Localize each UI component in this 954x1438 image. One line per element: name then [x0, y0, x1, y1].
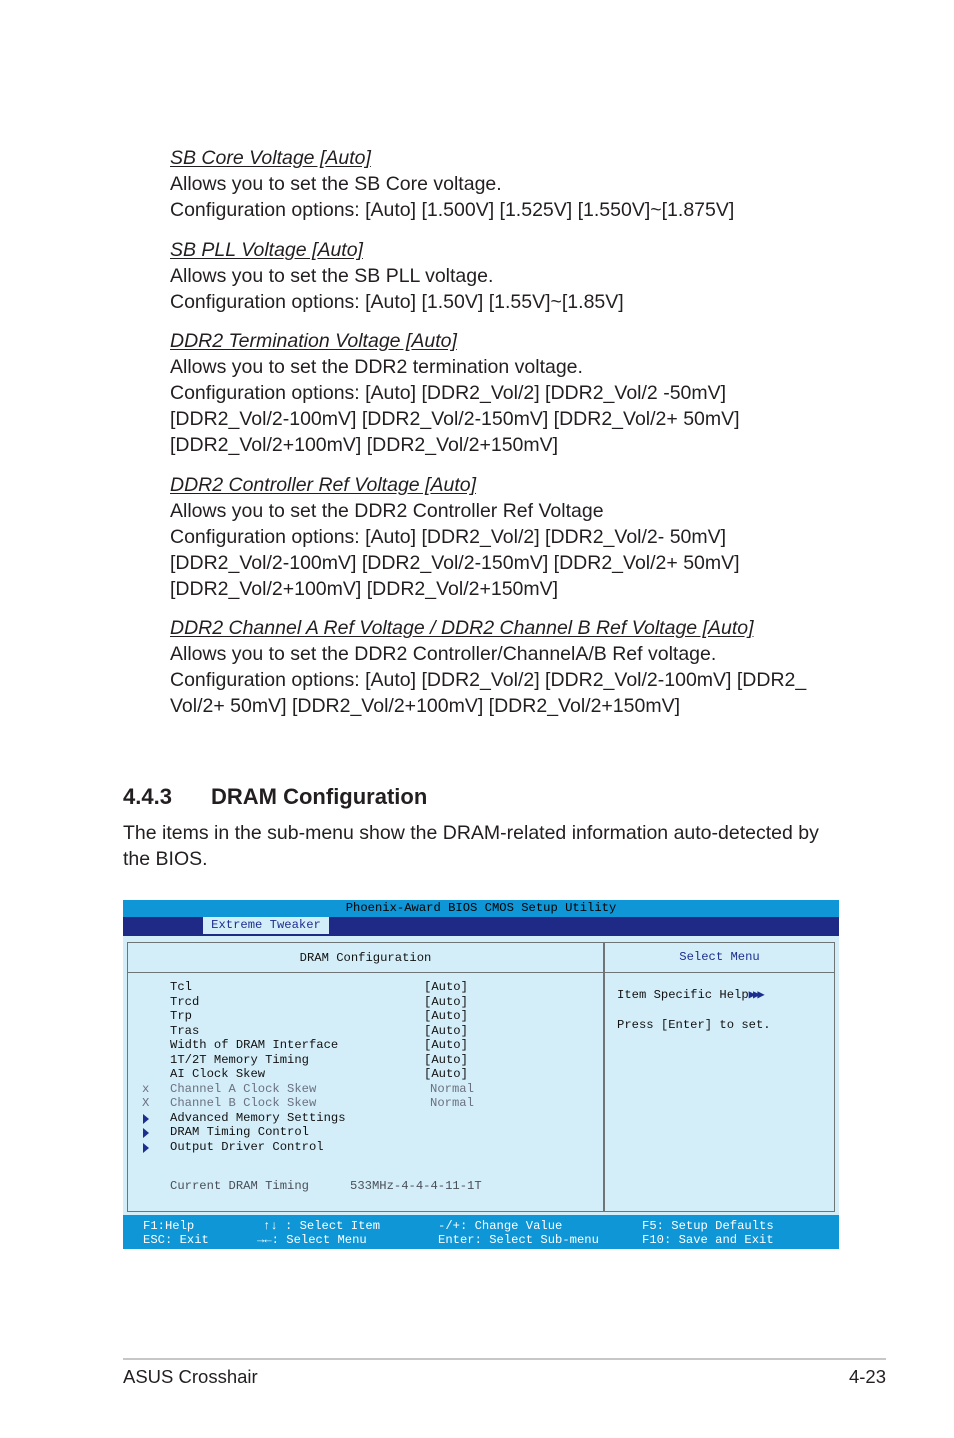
option-line: Configuration options: [Auto] [1.50V] [1.55V]~[1.85V] — [170, 291, 624, 313]
bios-screenshot — [123, 900, 839, 1249]
footer-divider — [123, 1358, 886, 1360]
option-line: Allows you to set the DDR2 Controller/ChannelA/B Ref voltage. — [170, 643, 717, 665]
option-line: [DDR2_Vol/2-100mV] [DDR2_Vol/2-150mV] [DDR2_Vol/2+ 50mV] — [170, 552, 740, 574]
option-line: Allows you to set the DDR2 Controller Ref Voltage — [170, 500, 604, 522]
option-line: [DDR2_Vol/2+100mV] [DDR2_Vol/2+150mV] — [170, 578, 559, 600]
key-f5-defaults: F5: Setup Defaults — [642, 1219, 774, 1233]
setting-value[interactable]: [Auto] — [424, 1038, 468, 1052]
setting-value[interactable]: [Auto] — [424, 994, 468, 1009]
option-line: Vol/2+ 50mV] [DDR2_Vol/2+100mV] [DDR2_Vol/2+150mV] — [170, 695, 680, 717]
setting-value[interactable]: [Auto] — [424, 980, 468, 994]
item-specific-help — [617, 987, 762, 1002]
setting-name: Tcl — [170, 980, 192, 994]
setting-name: 1T/2T Memory Timing — [170, 1052, 309, 1067]
setting-name: Channel B Clock Skew — [170, 1096, 317, 1110]
setting-value[interactable]: [Auto] — [424, 1023, 468, 1038]
option-line: [DDR2_Vol/2+100mV] [DDR2_Vol/2+150mV] — [170, 434, 559, 456]
disabled-marker: X — [142, 1096, 150, 1110]
timing-label: Current DRAM Timing — [170, 1179, 309, 1193]
submenu-label: Advanced Memory Settings — [170, 1110, 346, 1125]
triple-arrow-icon: ▶▶▶ — [748, 988, 762, 1002]
bios-body — [123, 936, 839, 1215]
setting-value[interactable]: [Auto] — [424, 1067, 468, 1081]
setting-value[interactable]: [Auto] — [424, 1009, 468, 1023]
panel-title: DRAM Configuration — [128, 943, 603, 973]
bios-tab-bar — [123, 917, 839, 936]
submenu-arrow-icon — [143, 1143, 149, 1153]
timing-value: 533MHz-4-4-4-11-1T — [350, 1179, 482, 1193]
option-title: DDR2 Channel A Ref Voltage / DDR2 Channel B Ref Voltage [Auto] — [170, 617, 754, 639]
setting-name: AI Clock Skew — [170, 1067, 266, 1081]
section-title: DRAM Configuration — [211, 784, 428, 809]
setting-value: Normal — [430, 1081, 474, 1096]
current-dram-timing — [170, 1179, 482, 1193]
option-ddr2-controller-ref-voltage — [170, 472, 830, 602]
section-heading — [123, 784, 427, 810]
footer-page-number: 4-23 — [848, 1366, 886, 1387]
footer-product-name: ASUS Crosshair — [123, 1366, 258, 1387]
setting-value[interactable]: [Auto] — [424, 1052, 468, 1067]
help-panel — [604, 942, 835, 1212]
help-heading: Item Specific Help — [617, 988, 749, 1002]
help-title: Select Menu — [605, 943, 834, 973]
setting-value: Normal — [430, 1096, 474, 1110]
key-esc-exit: ESC: Exit — [143, 1233, 209, 1247]
key-enter-submenu: Enter: Select Sub-menu — [438, 1233, 599, 1247]
key-select-item: ↑↓ : Select Item — [263, 1219, 381, 1233]
option-title: DDR2 Controller Ref Voltage [Auto] — [170, 474, 477, 496]
submenu-label: DRAM Timing Control — [170, 1125, 309, 1139]
key-change-value: -/+: Change Value — [438, 1219, 563, 1233]
option-line: Configuration options: [Auto] [DDR2_Vol/2] [DDR2_Vol/2- 50mV] — [170, 526, 727, 548]
submenu-arrow-icon — [143, 1114, 149, 1124]
option-ddr2-channel-ref-voltage — [170, 615, 830, 719]
submenu-arrow-icon — [143, 1128, 149, 1138]
disabled-marker: x — [142, 1081, 150, 1096]
section-number: 4.4.3 — [123, 784, 172, 809]
option-ddr2-termination-voltage — [170, 328, 830, 458]
option-line: Allows you to set the SB PLL voltage. — [170, 265, 494, 287]
key-f10-save-exit: F10: Save and Exit — [642, 1233, 774, 1247]
option-line: [DDR2_Vol/2-100mV] [DDR2_Vol/2-150mV] [DDR2_Vol/2+ 50mV] — [170, 408, 740, 430]
bios-title-bar: Phoenix-Award BIOS CMOS Setup Utility — [123, 900, 839, 917]
setting-name: Channel A Clock Skew — [170, 1081, 317, 1096]
option-line: Allows you to set the SB Core voltage. — [170, 173, 502, 195]
key-f1-help: F1:Help — [143, 1219, 195, 1233]
option-line: Allows you to set the DDR2 termination voltage. — [170, 356, 583, 378]
option-title: SB PLL Voltage [Auto] — [170, 239, 363, 261]
section-intro: The items in the sub-menu show the DRAM-related information auto-detected by the BIOS. — [123, 822, 819, 870]
key-select-menu: →←: Select Menu — [257, 1233, 367, 1247]
setting-name: Tras — [170, 1023, 200, 1038]
setting-name: Trp — [170, 1009, 192, 1023]
tab-extreme-tweaker[interactable]: Extreme Tweaker — [203, 917, 329, 934]
setting-name: Trcd — [170, 994, 200, 1009]
setting-name: Width of DRAM Interface — [170, 1038, 339, 1052]
settings-panel — [127, 942, 604, 1212]
option-title: DDR2 Termination Voltage [Auto] — [170, 330, 457, 352]
option-line: Configuration options: [Auto] [1.500V] [1.525V] [1.550V]~[1.875V] — [170, 199, 735, 221]
option-sb-pll-voltage — [170, 237, 830, 315]
help-text: Press [Enter] to set. — [617, 1018, 771, 1032]
submenu-label: Output Driver Control — [170, 1139, 324, 1154]
option-line: Configuration options: [Auto] [DDR2_Vol/2] [DDR2_Vol/2-100mV] [DDR2_ — [170, 669, 807, 691]
option-sb-core-voltage — [170, 145, 830, 223]
option-line: Configuration options: [Auto] [DDR2_Vol/2] [DDR2_Vol/2 -50mV] — [170, 382, 727, 404]
option-title: SB Core Voltage [Auto] — [170, 147, 371, 169]
bios-key-legend — [123, 1215, 839, 1249]
